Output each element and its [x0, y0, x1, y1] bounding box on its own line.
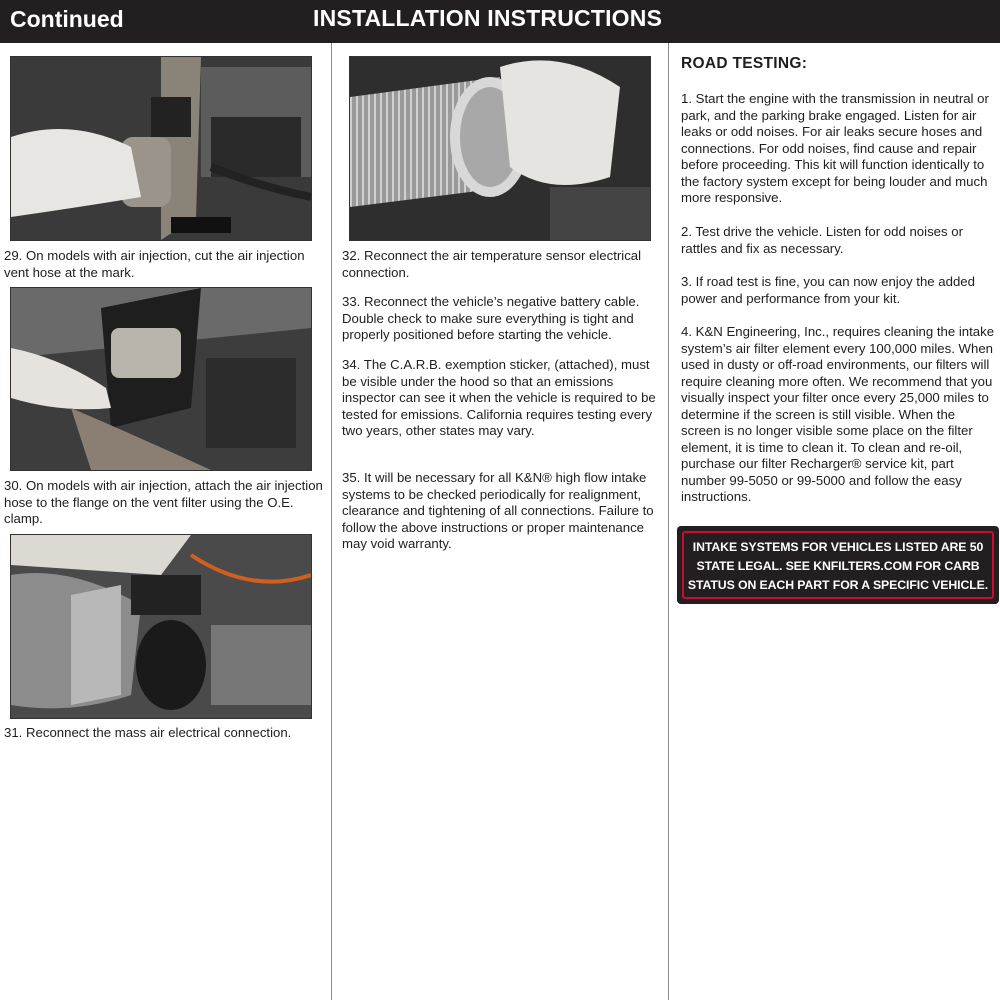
step-34-text: 34. The C.A.R.B. exemption sticker, (attached), must be visible under the hood so that an emissions inspector can see it when the vehicle is required to be tested for emissions. California requires testing every two years, other states may vary. — [342, 357, 656, 438]
photo-step-30 — [10, 287, 312, 471]
photo-step-31 — [10, 534, 312, 719]
photo-step-29 — [10, 56, 312, 241]
step-32-text: 32. Reconnect the air temperature sensor electrical connection. — [342, 248, 642, 280]
column-divider-1 — [331, 43, 332, 1000]
road-step-2: 2. Test drive the vehicle. Listen for odd noises or rattles and fix as necessary. — [681, 224, 963, 256]
step-31-text: 31. Reconnect the mass air electrical connection. — [4, 725, 292, 740]
photo-step-32 — [349, 56, 651, 241]
notice-line-3: STATUS ON EACH PART FOR A SPECIFIC VEHICLE. — [687, 578, 989, 592]
continued-label: Continued — [10, 6, 124, 32]
step-29-text: 29. On models with air injection, cut the air injection vent hose at the mark. — [4, 248, 305, 280]
road-step-3: 3. If road test is fine, you can now enjoy the added power and performance from your kit. — [681, 274, 975, 306]
page-header — [0, 0, 1000, 43]
column-divider-2 — [668, 43, 669, 1000]
step-30-text: 30. On models with air injection, attach the air injection hose to the flange on the vent filter using the O.E. clamp. — [4, 478, 323, 526]
road-step-4: 4. K&N Engineering, Inc., requires cleaning the intake system’s air filter element every 100,000 miles. When used in dusty or off-road environments, our filters will require cleaning more often. We recommend that you visually inspect your filter once every 25,000 miles to determine if the screen is still visible. When the screen is no longer visible some place on the filter element, it is time to clean it. To clean and re-oil, purchase our filter Recharger® service kit, part number 99-5050 or 99-5000 and follow the easy instructions. — [681, 324, 995, 504]
road-testing-heading: ROAD TESTING: — [681, 55, 808, 72]
notice-line-1: INTAKE SYSTEMS FOR VEHICLES LISTED ARE 50 — [692, 540, 984, 554]
step-33-text: 33. Reconnect the vehicle’s negative battery cable. Double check to make sure everything is tight and properly positioned before starting the vehicle. — [342, 294, 640, 342]
carb-legal-notice — [677, 526, 999, 604]
step-35-text: 35. It will be necessary for all K&N® high flow intake systems to be checked periodically for realignment, clearance and tightening of all connections. Failure to follow the above instructions or proper maintenance may void warranty. — [342, 470, 654, 551]
notice-line-2: STATE LEGAL. SEE KNFILTERS.COM FOR CARB — [696, 559, 980, 573]
page-title: INSTALLATION INSTRUCTIONS — [313, 5, 663, 31]
road-step-1: 1. Start the engine with the transmission in neutral or park, and the parking brake engaged. Listen for air leaks or odd noises. For air leaks secure hoses and connections. For odd noises, find cause and repair before proceeding. This kit will function identically to the factory system except for being louder and much more responsive. — [681, 91, 989, 205]
